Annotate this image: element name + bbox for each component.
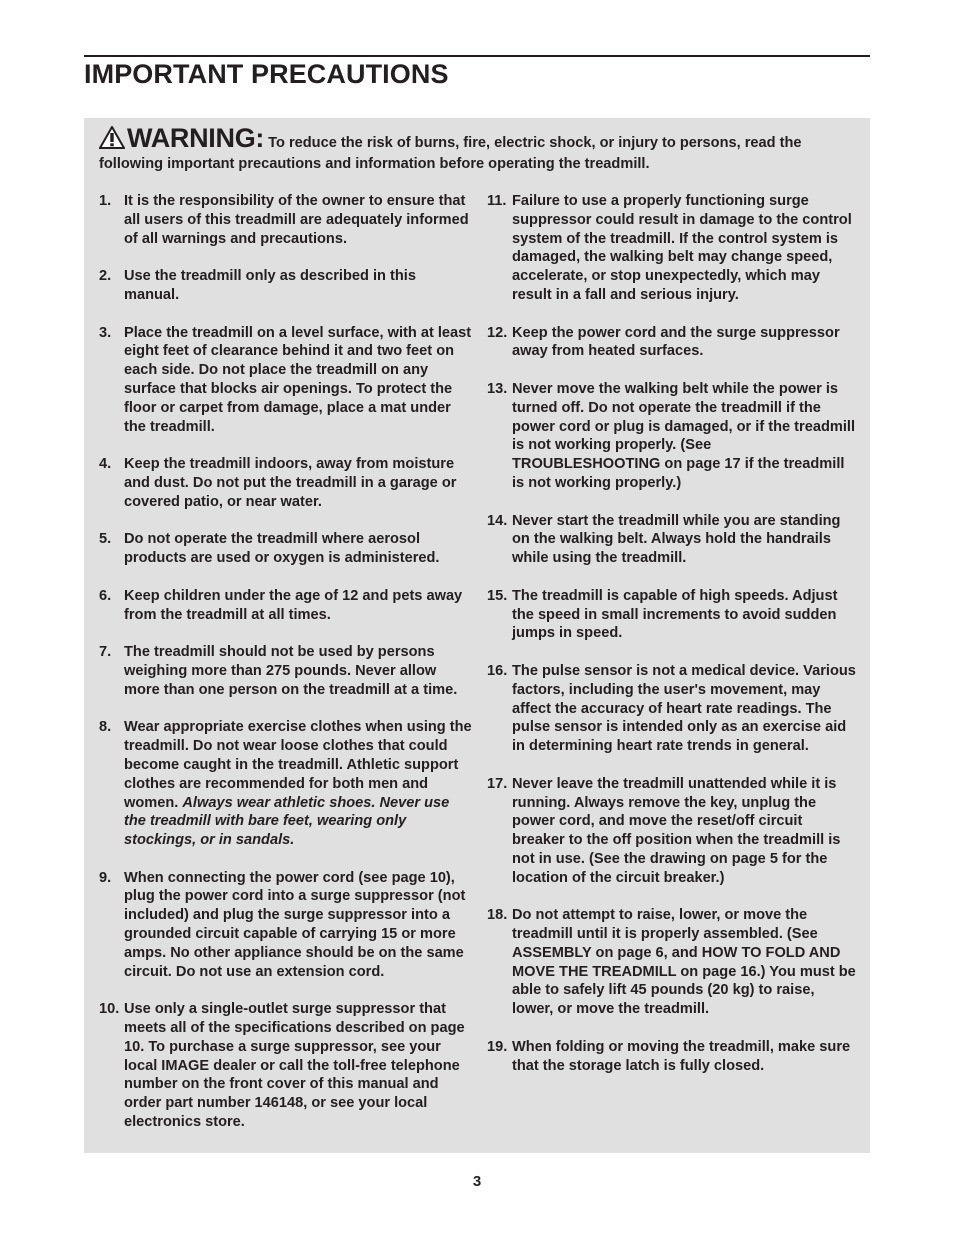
top-rule bbox=[84, 55, 870, 57]
precaution-item bbox=[99, 324, 474, 437]
item-text: Do not operate the treadmill where aerosol products are used or oxygen is administered. bbox=[124, 531, 440, 567]
precaution-item bbox=[487, 662, 859, 756]
item-text: Keep the treadmill indoors, away from moisture and dust. Do not put the treadmill in a garage or covered patio, or near water. bbox=[124, 456, 457, 510]
item-text: Never leave the treadmill unattended while it is running. Always remove the key, unplug the power cord, and move the reset/off circuit breaker to the off position when the treadmill is not in use. (See the drawing on page 5 for the location of the circuit breaker.) bbox=[512, 775, 841, 886]
warning-box bbox=[84, 118, 870, 1153]
item-number: 5. bbox=[99, 531, 112, 548]
precaution-item bbox=[487, 512, 859, 568]
precaution-item bbox=[487, 324, 859, 362]
item-text: Use the treadmill only as described in this manual. bbox=[124, 268, 416, 303]
item-number: 13. bbox=[487, 380, 508, 397]
item-text bbox=[124, 718, 474, 850]
precaution-item bbox=[487, 775, 859, 888]
precaution-item bbox=[487, 192, 859, 305]
precaution-item bbox=[99, 455, 474, 511]
precautions-left-column bbox=[99, 192, 474, 1151]
item-number: 6. bbox=[99, 587, 112, 604]
precaution-item bbox=[487, 906, 859, 1019]
item-text-emphasis: Always wear athletic shoes. Never use the treadmill with bare feet, wearing only stockings, or in sandals. bbox=[124, 794, 450, 849]
item-number: 3. bbox=[99, 324, 112, 341]
item-text: The treadmill is capable of high speeds. Adjust the speed in small increments to avoid sudden jumps in speed. bbox=[512, 587, 838, 642]
precaution-item bbox=[99, 192, 474, 248]
precaution-item bbox=[99, 267, 474, 305]
precaution-item bbox=[99, 530, 474, 568]
item-text: Place the treadmill on a level surface, with at least eight feet of clearance behind it and two feet on each side. Do not place the treadmill on any surface that blocks air openings. To protect the floor or carpet from damage, place a mat under the treadmill. bbox=[124, 324, 472, 435]
precautions-right-column bbox=[487, 192, 859, 1094]
warning-triangle-icon bbox=[99, 126, 125, 155]
precaution-item bbox=[99, 643, 474, 699]
warning-label: WARNING: bbox=[127, 123, 265, 153]
page-number: 3 bbox=[472, 1173, 482, 1190]
precaution-item bbox=[99, 1000, 474, 1132]
precaution-item bbox=[99, 718, 474, 850]
precaution-item bbox=[487, 1038, 859, 1076]
precaution-item bbox=[99, 587, 474, 625]
item-number: 17. bbox=[487, 775, 508, 792]
item-number: 16. bbox=[487, 662, 508, 679]
item-number: 18. bbox=[487, 907, 508, 924]
item-number: 12. bbox=[487, 324, 508, 341]
warning-intro bbox=[99, 123, 859, 174]
item-number: 14. bbox=[487, 512, 508, 529]
precaution-item bbox=[487, 380, 859, 493]
item-number: 15. bbox=[487, 587, 508, 604]
item-number: 9. bbox=[99, 869, 112, 886]
item-text: When connecting the power cord (see page 10), plug the power cord into a surge suppressor (not included) and plug the surge suppressor into a grounded circuit capable of carrying 15 or more amps. No other appliance should be on the same circuit. Do not use an extension cord. bbox=[124, 869, 466, 980]
item-text-main: Wear appropriate exercise clothes when using the treadmill. Do not wear loose clothes that could become caught in the treadmill. Athletic support clothes are recommended for both men and women. bbox=[124, 719, 472, 811]
warning-text: To reduce the risk of burns, fire, electric shock, or injury to persons, read the following important precautions and information before operating the treadmill. bbox=[99, 135, 802, 172]
item-number: 8. bbox=[99, 719, 112, 736]
item-text: Never start the treadmill while you are standing on the walking belt. Always hold the handrails while using the treadmill. bbox=[512, 512, 841, 567]
precaution-item bbox=[487, 587, 859, 643]
item-text: It is the responsibility of the owner to ensure that all users of this treadmill are adequately informed of all warnings and precautions. bbox=[124, 193, 469, 247]
item-text: Do not attempt to raise, lower, or move the treadmill until it is properly assembled. (See ASSEMBLY on page 6, and HOW TO FOLD AND MOVE THE TREADMILL on page 16.) You must be able to safely lift 45 pounds (20 kg) to raise, lower, or move the treadmill. bbox=[512, 907, 856, 1018]
item-text: Keep children under the age of 12 and pets away from the treadmill at all times. bbox=[124, 587, 463, 623]
item-number: 19. bbox=[487, 1038, 508, 1055]
item-text: The pulse sensor is not a medical device. Various factors, including the user's movement, may affect the accuracy of heart rate readings. The pulse sensor is intended only as an exercise aid in determining heart rate trends in general. bbox=[512, 662, 856, 755]
item-number: 10. bbox=[99, 1001, 120, 1018]
item-text: Never move the walking belt while the power is turned off. Do not operate the treadmill if the power cord or plug is damaged, or if the treadmill is not working properly. (See TROUBLESHOOTING on page 17 if the treadmill is not working properly.) bbox=[512, 380, 856, 491]
precaution-item bbox=[99, 869, 474, 982]
item-number: 7. bbox=[99, 644, 112, 661]
item-number: 1. bbox=[99, 193, 112, 209]
page-title: IMPORTANT PRECAUTIONS bbox=[84, 59, 449, 89]
item-text: When folding or moving the treadmill, make sure that the storage latch is fully closed. bbox=[512, 1038, 851, 1074]
item-text: Failure to use a properly functioning surge suppressor could result in damage to the control system of the treadmill. If the control system is damaged, the walking belt may change speed, accelerate, or stop unexpectedly, which may result in a fall and serious injury. bbox=[512, 193, 852, 303]
item-number: 4. bbox=[99, 456, 112, 473]
item-text: Use only a single-outlet surge suppressor that meets all of the specifications described on page 10. To purchase a surge suppressor, see your local IMAGE dealer or call the toll-free telephone number on the front cover of this manual and order part number 146148, or see your local electronics store. bbox=[124, 1001, 465, 1131]
item-number: 2. bbox=[99, 268, 112, 285]
item-text: The treadmill should not be used by persons weighing more than 275 pounds. Never allow more than one person on the treadmill at a time. bbox=[124, 644, 458, 698]
item-number: 11. bbox=[487, 193, 507, 209]
item-text: Keep the power cord and the surge suppressor away from heated surfaces. bbox=[512, 324, 840, 360]
